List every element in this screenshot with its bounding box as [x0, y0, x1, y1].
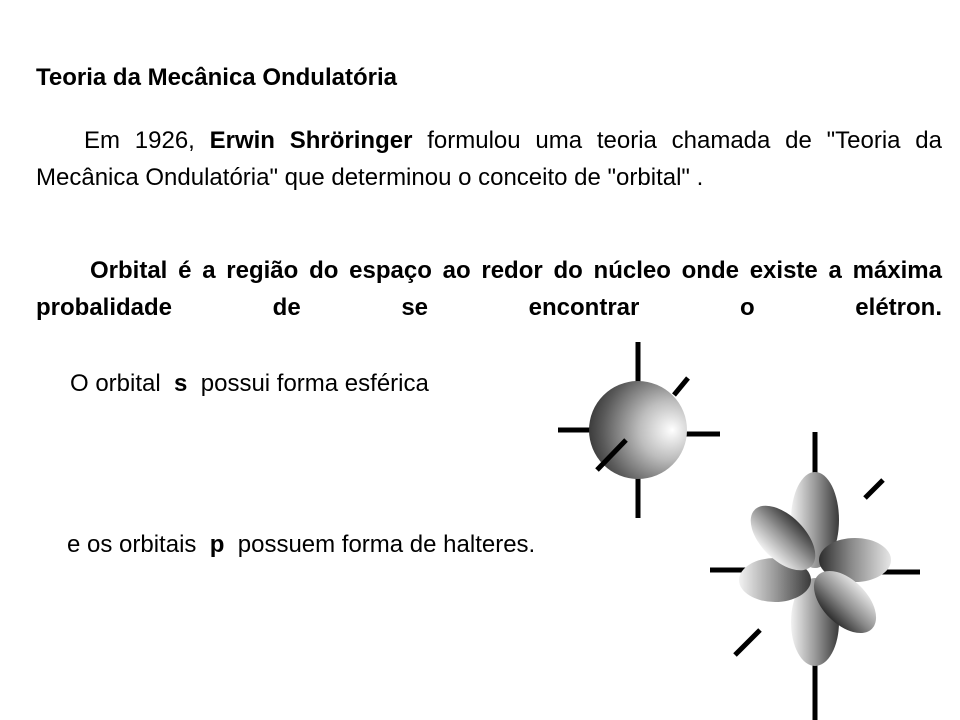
s-caption-prefix: O orbital: [70, 370, 175, 397]
paragraph-intro: [36, 122, 942, 196]
scientist-name: Erwin Shröringer: [209, 127, 413, 154]
s-orbital-sphere-icon: [550, 340, 725, 520]
orbital-definition: Orbital é a região do espaço ao redor do núcleo onde existe a máxima probalidade de se encontrar o elétron.: [36, 257, 942, 321]
p-letter: p: [209, 531, 225, 558]
p-orbital-dumbbells-icon: [705, 430, 930, 720]
p-caption-suffix: possuem forma de halteres.: [224, 531, 536, 558]
slide-title: Teoria da Mecânica Ondulatória: [36, 64, 397, 91]
s-letter: s: [174, 370, 188, 397]
p-orbital-caption: [67, 531, 535, 559]
p-caption-prefix: e os orbitais: [67, 531, 210, 558]
intro-text-end: formulou uma teoria chamada de "Teoria da Mecânica Ondulatória" que determinou o conceito de "orbital" .: [36, 127, 942, 191]
intro-text-start: Em 1926,: [84, 127, 210, 154]
s-caption-suffix: possui forma esférica: [187, 370, 429, 397]
s-orbital-caption: [70, 370, 429, 398]
